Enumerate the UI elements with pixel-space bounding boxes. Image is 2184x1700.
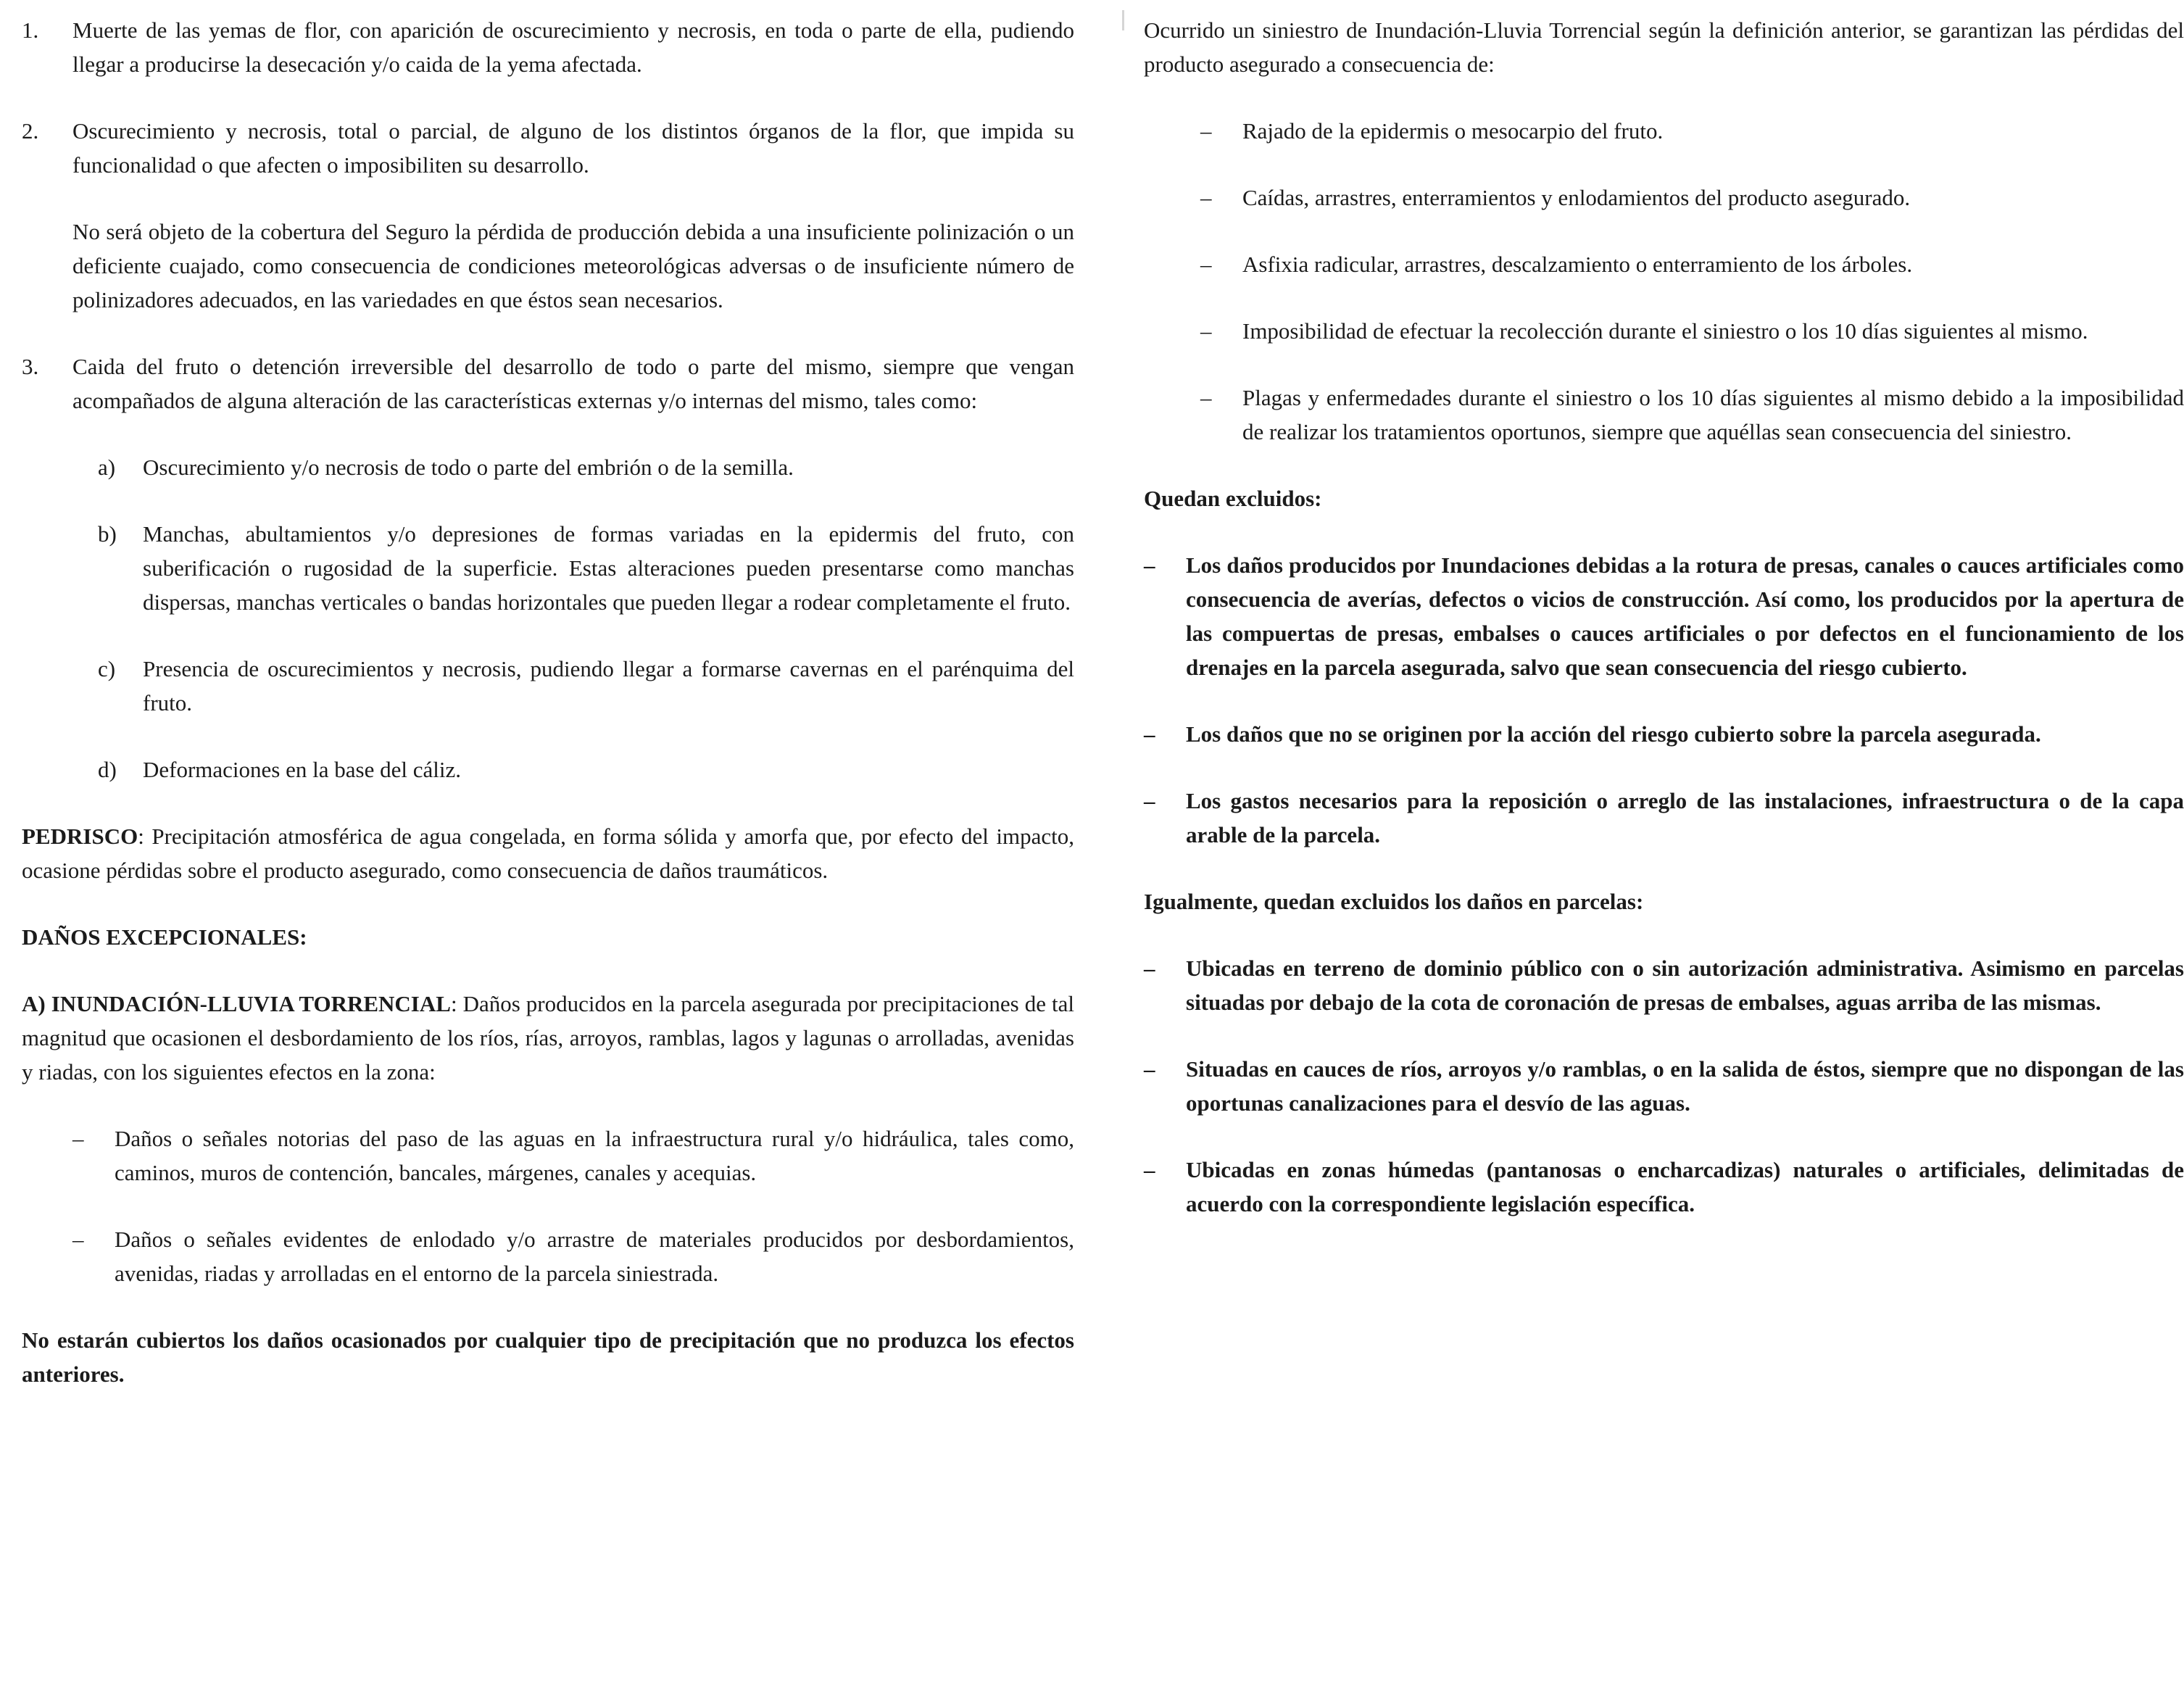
sub-item-text: Deformaciones en la base del cáliz. [143, 757, 461, 782]
dash-bullet: – [1144, 552, 1155, 578]
item-2-note-paragraph: No será objeto de la cobertura del Seguro la pérdida de producción debida a una insuficiente polinización o un deficiente cuajado, como consecuencia de condiciones meteorológicas adversas o de insuficiente número de polinizadores adecuados, en las variedades en que éstos sean necesarios. [72, 219, 1074, 312]
sub-item-text: Presencia de oscurecimientos y necrosis, pudiendo llegar a formarse cavernas en el parénquima del fruto. [143, 656, 1074, 716]
dash-bullet: – [1144, 788, 1155, 813]
dash-bullet: – [72, 1227, 84, 1252]
flood-effect-item [72, 1222, 1074, 1290]
flood-guarantee-intro-paragraph: Ocurrido un siniestro de Inundación-Lluvia Torrencial según la definición anterior, se garantizan las pérdidas del producto asegurado a consecuencia de: [1144, 17, 2184, 77]
sub-item-letter: a) [98, 455, 116, 480]
excluded-parcel-item [1144, 951, 2184, 1019]
dash-bullet: – [1200, 252, 1212, 277]
exceptional-damages-heading: DAÑOS EXCEPCIONALES: [22, 924, 307, 950]
item-text: Muerte de las yemas de flor, con aparición de oscurecimiento y necrosis, en toda o parte de ella, pudiendo llegar a producirse la desecación y/o caida de la yema afectada. [72, 17, 1074, 77]
excluded-item [1144, 717, 2184, 751]
item-number: 1. [22, 17, 39, 43]
sub-item-letter: c) [98, 656, 116, 681]
sub-item-a [98, 450, 1074, 484]
covered-loss-text: Rajado de la epidermis o mesocarpio del fruto. [1242, 118, 1664, 144]
dash-bullet: – [1144, 721, 1155, 747]
excluded-item-text: Los gastos necesarios para la reposición o arreglo de las instalaciones, infraestructura o de la capa arable de la parcela. [1186, 788, 2184, 847]
covered-loss-text: Caídas, arrastres, enterramientos y enlodamientos del producto asegurado. [1242, 185, 1911, 210]
excluded-parcels-heading: Igualmente, quedan excluidos los daños en parcelas: [1144, 889, 1644, 914]
covered-loss-item [1200, 181, 2184, 215]
right-column [1144, 13, 2184, 1391]
flood-definition-paragraph [22, 987, 1074, 1089]
excluded-parcel-item [1144, 1052, 2184, 1120]
covered-loss-item [1200, 381, 2184, 449]
numbered-item-2 [22, 114, 1074, 182]
covered-loss-text: Asfixia radicular, arrastres, descalzamiento o enterramiento de los árboles. [1242, 252, 1913, 277]
excluded-parcel-text: Ubicadas en terreno de dominio público con o sin autorización administrativa. Asimismo en parcelas situadas por debajo de la cota de coronación de presas de embalses, aguas arriba de las mismas. [1186, 955, 2184, 1015]
dash-bullet: – [72, 1126, 84, 1151]
dash-bullet: – [1200, 185, 1212, 210]
dash-bullet: – [1200, 385, 1212, 410]
pedrisco-term: PEDRISCO [22, 824, 138, 849]
excluded-parcel-item [1144, 1153, 2184, 1221]
left-column [22, 13, 1074, 1391]
flood-term: A) INUNDACIÓN-LLUVIA TORRENCIAL [22, 991, 451, 1016]
covered-loss-item [1200, 247, 2184, 281]
covered-loss-text: Plagas y enfermedades durante el siniestro o los 10 días siguientes al mismo debido a la imposibilidad de realizar los tratamientos oportunos, siempre que aquéllas sean consecuencia del siniestro. [1242, 385, 2184, 444]
sub-item-letter: d) [98, 757, 117, 782]
dash-bullet: – [1144, 1056, 1155, 1082]
covered-loss-item [1200, 114, 2184, 148]
item-text: Oscurecimiento y necrosis, total o parcial, de alguno de los distintos órganos de la flor, que impida su funcionalidad o que afecten o imposibiliten su desarrollo. [72, 118, 1074, 178]
flood-effect-text: Daños o señales evidentes de enlodado y/o arrastre de materiales producidos por desbordamientos, avenidas, riadas y arrolladas en el entorno de la parcela siniestrada. [115, 1227, 1074, 1286]
not-covered-closing-paragraph: No estarán cubiertos los daños ocasionados por cualquier tipo de precipitación que no produzca los efectos anteriores. [22, 1327, 1074, 1387]
numbered-item-1 [22, 13, 1074, 81]
excluded-item [1144, 784, 2184, 852]
excluded-parcel-text: Ubicadas en zonas húmedas (pantanosas o encharcadizas) naturales o artificiales, delimitadas de acuerdo con la correspondiente legislación específica. [1186, 1157, 2184, 1216]
dash-bullet: – [1144, 955, 1155, 981]
flood-effect-item [72, 1121, 1074, 1190]
sub-item-text: Manchas, abultamientos y/o depresiones de formas variadas en la epidermis del fruto, con suberificación o rugosidad de la superficie. Estas alteraciones pueden presentarse como manchas dispersas, manchas verticales o bandas horizontales que pueden llegar a rodear completamente el fruto. [143, 521, 1074, 615]
excluded-item-text: Los daños producidos por Inundaciones debidas a la rotura de presas, canales o cauces artificiales como consecuencia de averías, defectos o vicios de construcción. Así como, los producidos por la apertura de las compuertas de presas, embalses o cauces artificiales o por defectos en el funcionamiento de los drenajes en la parcela asegurada, salvo que sean consecuencia del riesgo cubierto. [1186, 552, 2184, 680]
pedrisco-definition-paragraph [22, 819, 1074, 887]
item-text: Caida del fruto o detención irreversible del desarrollo de todo o parte del mismo, siempre que vengan acompañados de alguna alteración de las características externas y/o internas del mismo, tales como: [72, 354, 1074, 413]
dash-bullet: – [1200, 118, 1212, 144]
flood-effect-text: Daños o señales notorias del paso de las aguas en la infraestructura rural y/o hidráulica, tales como, caminos, muros de contención, bancales, márgenes, canales y acequias. [115, 1126, 1074, 1185]
sub-item-d [98, 752, 1074, 787]
flood-definition-text: : Daños producidos en la parcela asegurada por precipitaciones de tal magnitud que ocasionen el desbordamiento de los ríos, rías, arroyos, ramblas, lagos y lagunas o arrolladas, avenidas y riadas, con los siguientes efectos en la zona: [22, 991, 1074, 1085]
item-number: 3. [22, 354, 39, 379]
sub-item-c [98, 652, 1074, 720]
item-number: 2. [22, 118, 39, 144]
covered-loss-text: Imposibilidad de efectuar la recolección durante el siniestro o los 10 días siguientes al mismo. [1242, 318, 2088, 344]
pedrisco-definition-text: : Precipitación atmosférica de agua congelada, en forma sólida y amorfa que, por efecto del impacto, ocasione pérdidas sobre el producto asegurado, como consecuencia de daños traumáticos. [22, 824, 1074, 883]
excluded-item-text: Los daños que no se originen por la acción del riesgo cubierto sobre la parcela asegurada. [1186, 721, 2041, 747]
sub-item-text: Oscurecimiento y/o necrosis de todo o parte del embrión o de la semilla. [143, 455, 794, 480]
excluded-heading: Quedan excluidos: [1144, 486, 1322, 511]
excluded-item [1144, 548, 2184, 684]
numbered-item-3 [22, 349, 1074, 418]
excluded-parcel-text: Situadas en cauces de ríos, arroyos y/o ramblas, o en la salida de éstos, siempre que no dispongan de las oportunas canalizaciones para el desvío de las aguas. [1186, 1056, 2184, 1116]
sub-item-letter: b) [98, 521, 117, 547]
sub-item-b [98, 517, 1074, 619]
covered-loss-item [1200, 314, 2184, 348]
dash-bullet: – [1200, 318, 1212, 344]
scan-artifact-divider-mark [1122, 10, 1124, 30]
dash-bullet: – [1144, 1157, 1155, 1182]
